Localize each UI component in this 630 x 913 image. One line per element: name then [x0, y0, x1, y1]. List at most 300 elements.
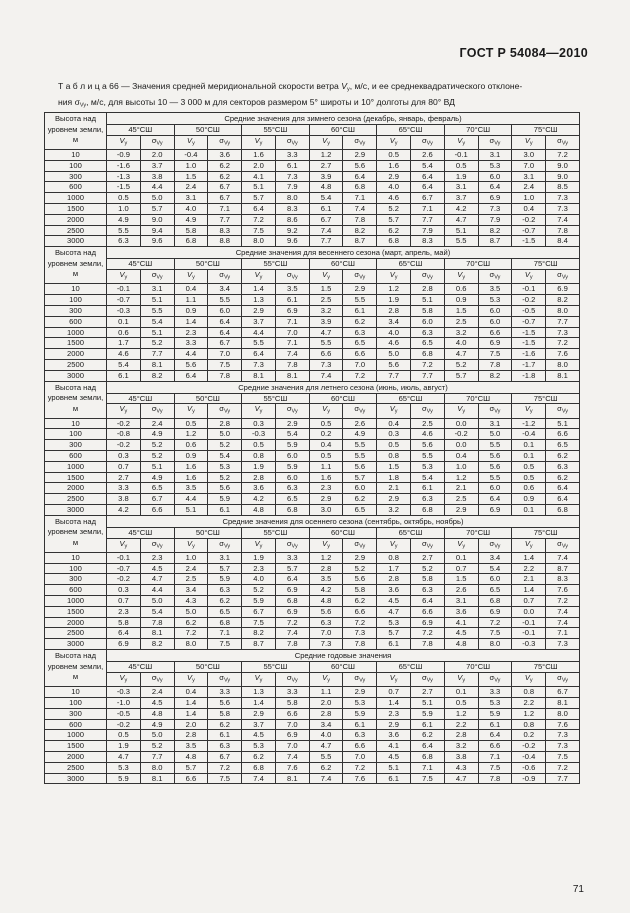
value-cell: 3.6: [377, 730, 411, 741]
value-cell: -1.5: [107, 182, 141, 193]
value-cell: 7.2: [343, 762, 377, 773]
value-cell: 4.3: [444, 762, 478, 773]
sigma-symbol-sub: Vy: [156, 140, 163, 147]
value-cell: -0.2: [107, 418, 141, 429]
latitude-header: 65°СШ: [377, 259, 445, 270]
value-cell: 3.9: [309, 316, 343, 327]
value-cell: 4.4: [140, 585, 174, 596]
value-cell: 7.5: [208, 359, 242, 370]
v-symbol: V: [524, 538, 530, 548]
value-cell: 5.5: [411, 451, 445, 462]
sigma-symbol-sub: Vy: [359, 543, 366, 550]
value-cell: 6.5: [478, 585, 512, 596]
value-cell: 5.4: [309, 193, 343, 204]
value-cell: 7.0: [275, 741, 309, 752]
value-cell: 6.8: [411, 751, 445, 762]
table-row: [45, 687, 580, 698]
sigma-symbol: σ: [219, 404, 224, 414]
sigma-symbol: σ: [354, 404, 360, 414]
value-cell: 5.3: [377, 617, 411, 628]
sigma-symbol: σ: [489, 672, 495, 682]
value-cell: 8.0: [275, 193, 309, 204]
value-cell: 4.7: [309, 741, 343, 752]
value-cell: 6.4: [478, 182, 512, 193]
value-cell: 6.4: [174, 370, 208, 381]
latitude-header: 60°СШ: [309, 393, 377, 404]
v-symbol-sub: y: [394, 408, 398, 415]
v-symbol-sub: y: [529, 677, 533, 684]
altitude-cell: 100: [45, 697, 107, 708]
value-cell: 5.6: [343, 461, 377, 472]
value-cell: 6.4: [546, 494, 580, 505]
value-cell: 7.9: [478, 214, 512, 225]
value-cell: -0.3: [107, 687, 141, 698]
value-cell: 6.1: [107, 370, 141, 381]
value-cell: 5.5: [343, 440, 377, 451]
sigma-symbol: σ: [354, 672, 360, 682]
v-symbol-sub: y: [394, 274, 398, 281]
value-cell: 8.2: [546, 295, 580, 306]
value-cell: 2.5: [444, 494, 478, 505]
value-cell: -1.5: [512, 327, 546, 338]
value-cell: 1.0: [512, 193, 546, 204]
value-cell: 3.1: [444, 182, 478, 193]
value-cell: 4.7: [140, 574, 174, 585]
table-row: [45, 563, 580, 574]
sigma-symbol: σ: [421, 270, 427, 280]
value-cell: 7.2: [411, 628, 445, 639]
value-cell: 2.3: [309, 483, 343, 494]
value-cell: 6.2: [309, 762, 343, 773]
sigma-symbol-header: [208, 672, 242, 686]
value-cell: -1.5: [512, 236, 546, 247]
value-cell: 7.5: [242, 225, 276, 236]
value-cell: 6.7: [208, 193, 242, 204]
value-cell: 5.6: [208, 483, 242, 494]
value-cell: 6.4: [411, 171, 445, 182]
table-row: [45, 741, 580, 752]
table-row: [45, 483, 580, 494]
value-cell: 6.9: [411, 617, 445, 628]
sigma-symbol-sub: Vy: [494, 274, 501, 281]
value-cell: 0.9: [512, 494, 546, 505]
v-symbol: V: [254, 270, 260, 280]
sigma-symbol-header: [343, 404, 377, 418]
sigma-symbol: σ: [219, 538, 224, 548]
sigma-symbol-header: [208, 270, 242, 284]
value-cell: 6.9: [478, 606, 512, 617]
value-cell: 6.2: [411, 730, 445, 741]
season-title: Средние значения для осеннего сезона (сентябрь, октябрь, ноябрь): [107, 515, 580, 527]
value-cell: 2.9: [444, 505, 478, 516]
v-symbol-header: [309, 270, 343, 284]
altitude-cell: 10: [45, 552, 107, 563]
sigma-symbol-header: [343, 672, 377, 686]
value-cell: 5.2: [411, 563, 445, 574]
value-cell: 6.0: [478, 316, 512, 327]
sigma-symbol-header: [546, 404, 580, 418]
value-cell: 7.4: [242, 773, 276, 784]
value-cell: 8.2: [140, 639, 174, 650]
value-cell: 1.9: [444, 171, 478, 182]
value-cell: 0.0: [444, 418, 478, 429]
value-cell: 6.6: [411, 606, 445, 617]
value-cell: 2.9: [275, 418, 309, 429]
sigma-symbol-sub: Vy: [291, 543, 298, 550]
value-cell: 4.9: [140, 472, 174, 483]
v-symbol: V: [389, 672, 395, 682]
value-cell: 1.6: [174, 472, 208, 483]
value-cell: 7.8: [343, 639, 377, 650]
sigma-symbol-header: [208, 135, 242, 149]
value-cell: 4.5: [140, 563, 174, 574]
value-cell: 6.0: [411, 316, 445, 327]
v-symbol-header: [107, 672, 141, 686]
v-symbol: V: [254, 672, 260, 682]
value-cell: 5.6: [309, 606, 343, 617]
season-title-row: [45, 113, 580, 125]
sigma-symbol-header: [478, 270, 512, 284]
value-cell: 7.3: [309, 639, 343, 650]
table-row: [45, 359, 580, 370]
value-cell: 7.7: [208, 214, 242, 225]
value-cell: 6.3: [411, 585, 445, 596]
altitude-cell: 300: [45, 440, 107, 451]
value-cell: 6.5: [411, 338, 445, 349]
value-cell: 5.2: [140, 451, 174, 462]
value-cell: 1.7: [377, 563, 411, 574]
value-cell: 4.8: [140, 708, 174, 719]
value-cell: 3.2: [377, 505, 411, 516]
value-cell: 7.2: [174, 628, 208, 639]
table-row: [45, 370, 580, 381]
value-cell: 2.0: [242, 160, 276, 171]
value-cell: 5.8: [411, 305, 445, 316]
latitude-header: 65°СШ: [377, 393, 445, 404]
altitude-cell: 100: [45, 429, 107, 440]
sigma-symbol-header: [478, 135, 512, 149]
altitude-cell: 10: [45, 150, 107, 161]
value-cell: 6.6: [343, 349, 377, 360]
v-symbol-sub: y: [259, 408, 263, 415]
value-cell: 9.4: [140, 225, 174, 236]
value-cell: 7.2: [343, 617, 377, 628]
value-cell: 8.3: [411, 236, 445, 247]
value-cell: 4.6: [377, 193, 411, 204]
sigma-symbol-header: [140, 672, 174, 686]
sigma-symbol-header: [140, 135, 174, 149]
value-cell: 4.2: [309, 585, 343, 596]
value-cell: 3.4: [309, 719, 343, 730]
value-cell: 4.7: [309, 327, 343, 338]
value-cell: 8.7: [242, 639, 276, 650]
value-cell: 2.2: [444, 719, 478, 730]
season-title: Средние значения для летнего сезона (июнь, июль, август): [107, 381, 580, 393]
sigma-symbol: σ: [286, 672, 292, 682]
value-cell: 0.5: [444, 160, 478, 171]
sigma-symbol-sub: Vy: [223, 274, 231, 281]
value-cell: 6.6: [343, 606, 377, 617]
caption-symbol-v-sub: y: [346, 86, 350, 93]
value-cell: 6.8: [411, 349, 445, 360]
value-cell: 7.1: [411, 204, 445, 215]
value-cell: 7.0: [343, 359, 377, 370]
value-cell: -0.2: [444, 429, 478, 440]
value-cell: 3.1: [140, 284, 174, 295]
sigma-symbol-header: [140, 538, 174, 552]
value-cell: 8.2: [242, 628, 276, 639]
value-cell: 6.2: [208, 719, 242, 730]
value-cell: 2.8: [242, 472, 276, 483]
value-cell: 1.1: [309, 461, 343, 472]
value-cell: -1.2: [512, 418, 546, 429]
value-cell: 7.5: [242, 617, 276, 628]
value-cell: 3.5: [309, 574, 343, 585]
v-symbol: V: [322, 270, 328, 280]
latitude-header: 75°СШ: [512, 259, 580, 270]
value-cell: 3.9: [309, 171, 343, 182]
latitude-header: 50°СШ: [174, 259, 242, 270]
latitude-row: [45, 125, 580, 136]
value-cell: 6.2: [174, 617, 208, 628]
value-cell: 5.9: [343, 708, 377, 719]
v-symbol-sub: y: [259, 274, 263, 281]
sigma-symbol-header: [208, 404, 242, 418]
table-row: [45, 236, 580, 247]
value-cell: 5.5: [478, 440, 512, 451]
value-cell: 8.8: [208, 236, 242, 247]
table-row: [45, 697, 580, 708]
value-cell: 2.9: [343, 552, 377, 563]
value-cell: 0.7: [512, 596, 546, 607]
value-cell: 8.0: [174, 639, 208, 650]
value-cell: 8.7: [478, 236, 512, 247]
value-cell: 4.7: [107, 751, 141, 762]
v-symbol: V: [119, 404, 125, 414]
value-cell: 4.7: [444, 773, 478, 784]
value-cell: 4.4: [140, 182, 174, 193]
v-symbol-header: [444, 538, 478, 552]
v-symbol-header: [242, 270, 276, 284]
value-cell: 3.4: [208, 284, 242, 295]
value-cell: 7.5: [478, 349, 512, 360]
v-symbol: V: [254, 538, 260, 548]
caption-symbol-v: V: [341, 81, 347, 91]
value-cell: 6.5: [140, 483, 174, 494]
table-row: [45, 349, 580, 360]
table-row: [45, 440, 580, 451]
sigma-symbol-sub: Vy: [426, 543, 433, 550]
value-cell: -1.6: [512, 349, 546, 360]
value-cell: 6.9: [275, 305, 309, 316]
v-symbol: V: [389, 270, 395, 280]
v-symbol-header: [444, 270, 478, 284]
table-row: [45, 284, 580, 295]
value-cell: 1.2: [309, 552, 343, 563]
value-cell: 2.6: [343, 418, 377, 429]
value-cell: 2.3: [377, 708, 411, 719]
sigma-symbol-sub: Vy: [426, 140, 433, 147]
v-symbol-header: [242, 135, 276, 149]
value-cell: 2.7: [411, 552, 445, 563]
sigma-symbol-header: [546, 135, 580, 149]
sigma-symbol-header: [411, 672, 445, 686]
value-cell: 1.2: [444, 708, 478, 719]
value-cell: 6.2: [343, 316, 377, 327]
altitude-cell: 1000: [45, 193, 107, 204]
value-cell: -0.2: [512, 295, 546, 306]
value-cell: 0.4: [309, 440, 343, 451]
value-cell: 7.1: [478, 751, 512, 762]
value-cell: 4.0: [377, 182, 411, 193]
value-cell: 2.2: [512, 563, 546, 574]
v-symbol: V: [322, 538, 328, 548]
value-cell: 7.8: [478, 773, 512, 784]
value-cell: 1.0: [444, 461, 478, 472]
v-symbol-header: [174, 404, 208, 418]
value-cell: 6.4: [242, 349, 276, 360]
value-cell: 8.0: [140, 762, 174, 773]
v-symbol-header: [377, 672, 411, 686]
value-cell: 3.3: [275, 552, 309, 563]
value-cell: 0.6: [107, 327, 141, 338]
symbol-row: [45, 538, 580, 552]
value-cell: 4.9: [107, 214, 141, 225]
value-cell: 1.2: [444, 472, 478, 483]
value-cell: 1.5: [174, 171, 208, 182]
value-cell: 5.2: [444, 359, 478, 370]
v-symbol-sub: y: [327, 274, 330, 281]
value-cell: 8.0: [546, 359, 580, 370]
season-title-row: [45, 381, 580, 393]
altitude-cell: 300: [45, 305, 107, 316]
value-cell: 4.1: [377, 741, 411, 752]
value-cell: 6.2: [208, 171, 242, 182]
value-cell: 6.9: [478, 338, 512, 349]
latitude-header: 70°СШ: [444, 662, 512, 673]
value-cell: 2.1: [512, 574, 546, 585]
sigma-symbol: σ: [354, 135, 360, 145]
v-symbol-header: [242, 404, 276, 418]
latitude-header: 70°СШ: [444, 527, 512, 538]
value-cell: -0.4: [174, 150, 208, 161]
v-symbol: V: [187, 135, 193, 145]
value-cell: 7.4: [343, 204, 377, 215]
season-title: Средние годовые значения: [107, 650, 580, 662]
table-row: [45, 552, 580, 563]
value-cell: 3.3: [208, 687, 242, 698]
value-cell: 7.8: [546, 225, 580, 236]
value-cell: 5.5: [343, 451, 377, 462]
value-cell: 5.5: [140, 305, 174, 316]
value-cell: 1.4: [377, 697, 411, 708]
value-cell: 3.1: [444, 596, 478, 607]
table-row: [45, 628, 580, 639]
v-symbol-sub: y: [529, 543, 533, 550]
latitude-header: 55°СШ: [242, 125, 310, 136]
value-cell: 6.8: [242, 762, 276, 773]
sigma-symbol: σ: [354, 270, 360, 280]
value-cell: -0.2: [107, 574, 141, 585]
sigma-symbol-header: [275, 270, 309, 284]
latitude-header: 70°СШ: [444, 393, 512, 404]
value-cell: 2.8: [377, 305, 411, 316]
value-cell: 5.0: [140, 730, 174, 741]
value-cell: 7.4: [309, 225, 343, 236]
value-cell: 2.9: [343, 687, 377, 698]
value-cell: 6.3: [107, 236, 141, 247]
value-cell: 2.5: [444, 316, 478, 327]
value-cell: 3.8: [107, 494, 141, 505]
value-cell: 7.4: [275, 349, 309, 360]
v-symbol-sub: y: [529, 274, 533, 281]
value-cell: 0.5: [174, 418, 208, 429]
value-cell: 5.7: [343, 472, 377, 483]
value-cell: 6.3: [275, 483, 309, 494]
sigma-symbol-header: [275, 672, 309, 686]
value-cell: 7.2: [242, 214, 276, 225]
v-symbol-sub: y: [192, 274, 195, 281]
sigma-symbol-sub: Vy: [561, 543, 569, 550]
value-cell: 7.6: [275, 762, 309, 773]
value-cell: -0.9: [107, 150, 141, 161]
v-symbol: V: [457, 404, 463, 414]
value-cell: 1.4: [174, 316, 208, 327]
value-cell: 6.4: [343, 171, 377, 182]
value-cell: 6.6: [174, 773, 208, 784]
sigma-symbol: σ: [557, 404, 562, 414]
value-cell: -0.7: [512, 225, 546, 236]
value-cell: 0.3: [242, 418, 276, 429]
value-cell: 6.4: [478, 730, 512, 741]
sigma-symbol: σ: [219, 135, 224, 145]
value-cell: 1.9: [242, 461, 276, 472]
season-title: Средние значения для зимнего сезона (декабрь, январь, февраль): [107, 113, 580, 125]
value-cell: 7.3: [309, 359, 343, 370]
value-cell: 7.9: [411, 225, 445, 236]
value-cell: 3.3: [478, 687, 512, 698]
value-cell: 0.9: [174, 305, 208, 316]
sigma-symbol-header: [275, 404, 309, 418]
value-cell: 4.7: [444, 349, 478, 360]
latitude-header: 45°СШ: [107, 125, 175, 136]
value-cell: -0.2: [107, 440, 141, 451]
value-cell: 0.4: [444, 451, 478, 462]
v-symbol: V: [119, 538, 125, 548]
value-cell: 7.0: [309, 628, 343, 639]
table-row: [45, 182, 580, 193]
altitude-cell: 2000: [45, 349, 107, 360]
value-cell: 6.1: [377, 639, 411, 650]
table-row: [45, 639, 580, 650]
value-cell: 7.4: [546, 617, 580, 628]
value-cell: 7.7: [140, 349, 174, 360]
value-cell: 7.1: [343, 193, 377, 204]
altitude-cell: 1000: [45, 461, 107, 472]
sigma-symbol-sub: Vy: [156, 274, 163, 281]
v-symbol-header: [309, 672, 343, 686]
value-cell: 0.1: [512, 440, 546, 451]
value-cell: 7.2: [208, 762, 242, 773]
table-row: [45, 505, 580, 516]
value-cell: 3.1: [478, 418, 512, 429]
latitude-header: 50°СШ: [174, 393, 242, 404]
value-cell: 7.5: [546, 751, 580, 762]
value-cell: 8.0: [478, 639, 512, 650]
v-symbol-sub: y: [259, 677, 263, 684]
v-symbol: V: [524, 404, 530, 414]
value-cell: 0.4: [512, 204, 546, 215]
